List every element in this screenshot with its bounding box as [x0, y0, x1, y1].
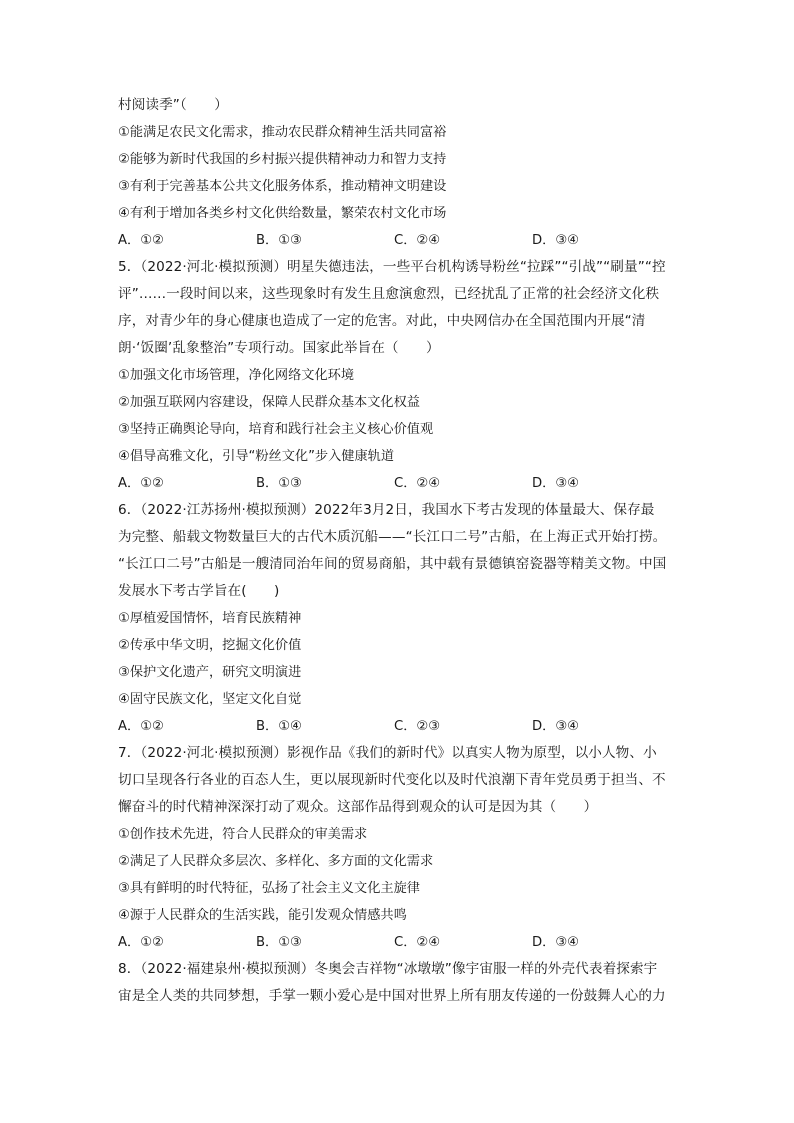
answer-choice: B．①③: [256, 233, 302, 248]
option-statement: ②加强互联网内容建设，保障人民群众基本文化权益: [118, 395, 420, 410]
question-stem-line: 6．（2022·江苏扬州·模拟预测）2022年3月2日，我国水下考古发现的体量最大、保存最: [118, 502, 655, 518]
answer-choice: A．①②: [118, 935, 164, 950]
answer-choice: B．①④: [256, 719, 302, 734]
option-statement: ②满足了人民群众多层次、多样化、多方面的文化需求: [118, 854, 434, 869]
answer-choice: C．②④: [394, 935, 441, 950]
option-statement: ③有利于完善基本公共文化服务体系，推动精神文明建设: [118, 179, 447, 194]
answer-choice: D．③④: [532, 476, 579, 491]
answer-choice: C．②③: [394, 719, 441, 734]
question-stem-line: 评”……一段时间以来，这些现象时有发生且愈演愈烈，已经扰乱了正常的社会经济文化秩: [118, 286, 660, 302]
option-statement: ①厚植爱国情怀，培育民族精神: [118, 611, 302, 626]
question-q7: [118, 740, 686, 956]
option-statement: ②传承中华文明，挖掘文化价值: [118, 638, 302, 653]
question-stem-line: “长江口二号”古船是一艘清同治年间的贸易商船，其中载有景德镇窑瓷器等精美文物。中国: [118, 556, 667, 572]
option-statement: ③保护文化遗产，研究文明演进: [118, 665, 302, 680]
question-stem-line: 7．（2022·河北·模拟预测）影视作品《我们的新时代》以真实人物为原型，以小人物、小: [118, 745, 657, 761]
answer-choices: [118, 470, 686, 497]
option-statement: ④倡导高雅文化，引导“粉丝文化”步入健康轨道: [118, 449, 395, 464]
question-stem-line: 为完整、船载文物数量巨大的古代木质沉船——“长江口二号”古船，在上海正式开始打捞。: [118, 529, 667, 545]
question-stem-line: 5．（2022·河北·模拟预测）明星失德违法，一些平台机构诱导粉丝“拉踩”“引战”“刷量”“控: [118, 259, 666, 275]
question-stem-line: 朗·‘饭圈’乱象整治”专项行动。国家此举旨在（ ）: [118, 340, 440, 356]
answer-choice: C．②④: [394, 233, 441, 248]
answer-choice: D．③④: [532, 719, 579, 734]
answer-choice: A．①②: [118, 719, 164, 734]
question-q5: [118, 254, 686, 497]
answer-choices: [118, 929, 686, 956]
answer-choice: A．①②: [118, 476, 164, 491]
option-statement: ③具有鲜明的时代特征，弘扬了社会主义文化主旋律: [118, 881, 420, 896]
question-stem-line: 序，对青少年的身心健康也造成了一定的危害。对此，中央网信办在全国范围内开展“清: [118, 313, 646, 329]
option-statement: ③坚持正确舆论导向，培育和践行社会主义核心价值观: [118, 422, 434, 437]
answer-choice: D．③④: [532, 233, 579, 248]
answer-choice: C．②④: [394, 476, 441, 491]
answer-choices: [118, 227, 686, 254]
question-q6: [118, 497, 686, 740]
option-statement: ④有利于增加各类乡村文化供给数量，繁荣农村文化市场: [118, 206, 447, 221]
question-stem-line: 宙是全人类的共同梦想，手掌一颗小爱心是中国对世界上所有朋友传递的一份鼓舞人心的力: [118, 988, 666, 1004]
answer-choice: B．①③: [256, 476, 302, 491]
option-statement: ②能够为新时代我国的乡村振兴提供精神动力和智力支持: [118, 152, 447, 167]
question-stem-line: 村阅读季”（ ）: [118, 97, 228, 113]
option-statement: ①能满足农民文化需求，推动农民群众精神生活共同富裕: [118, 125, 447, 140]
answer-choice: D．③④: [532, 935, 579, 950]
option-statement: ④源于人民群众的生活实践，能引发观众情感共鸣: [118, 908, 407, 923]
option-statement: ④固守民族文化，坚定文化自觉: [118, 692, 302, 707]
question-stem-line: 切口呈现各行各业的百态人生，更以展现新时代变化以及时代浪潮下青年党员勇于担当、不: [118, 772, 666, 788]
answer-choice: B．①③: [256, 935, 302, 950]
question-q8: [118, 956, 686, 1010]
question-list: [118, 92, 686, 1010]
answer-choices: [118, 713, 686, 740]
question-q4-tail: [118, 92, 686, 254]
answer-choice: A．①②: [118, 233, 164, 248]
option-statement: ①加强文化市场管理，净化网络文化环境: [118, 368, 355, 383]
question-stem-line: 发展水下考古学旨在( ): [118, 583, 280, 599]
question-stem-line: 8．（2022·福建泉州·模拟预测）冬奥会吉祥物“冰墩墩”像宇宙服一样的外壳代表着探索宇: [118, 961, 658, 977]
question-stem-line: 懈奋斗的时代精神深深打动了观众。这部作品得到观众的认可是因为其（ ）: [118, 799, 598, 815]
option-statement: ①创作技术先进，符合人民群众的审美需求: [118, 827, 368, 842]
